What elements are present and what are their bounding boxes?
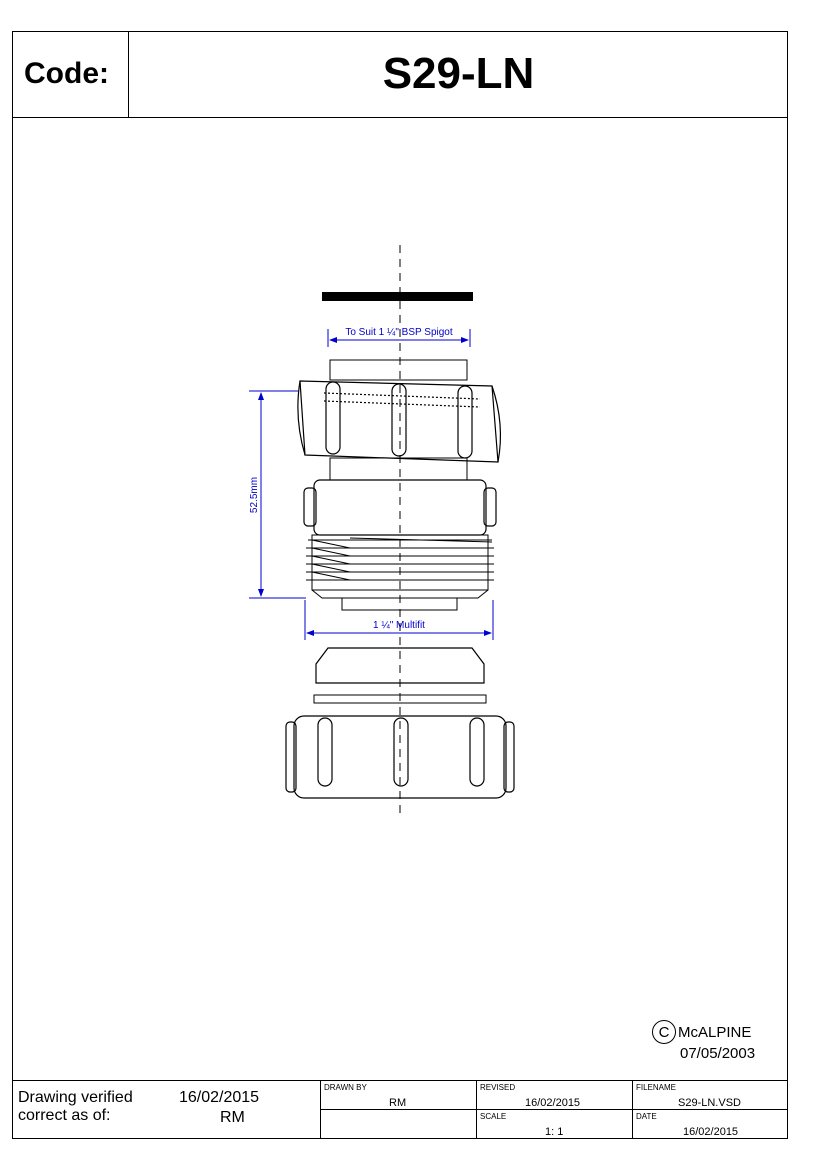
verified-by: RM bbox=[220, 1109, 245, 1126]
verified-label: Drawing verified correct as of: bbox=[18, 1089, 133, 1124]
code-label: Code: bbox=[12, 31, 129, 118]
copyright-icon: C bbox=[652, 1020, 676, 1044]
copyright-company: McALPINE bbox=[678, 1024, 752, 1041]
drawn-by-cell: DRAWN BY RM bbox=[320, 1081, 476, 1110]
filename-value: S29-LN.VSD bbox=[678, 1097, 741, 1109]
date-cell: DATE 16/02/2015 bbox=[632, 1110, 788, 1139]
scale-value: 1: 1 bbox=[545, 1126, 564, 1138]
revised-value: 16/02/2015 bbox=[525, 1097, 581, 1109]
spigot-bar bbox=[322, 292, 473, 301]
upper-nut bbox=[298, 381, 501, 462]
revised-cell: REVISED 16/02/2015 bbox=[476, 1081, 632, 1110]
copyright-block bbox=[652, 1020, 782, 1066]
scale-cell: SCALE 1: 1 bbox=[476, 1110, 632, 1139]
body-neck bbox=[330, 458, 467, 480]
spigot-dim-label: To Suit 1 ¼" BSP Spigot bbox=[345, 327, 453, 338]
verified-date: 16/02/2015 bbox=[179, 1089, 260, 1106]
multifit-dim-label: 1 ¼" Multifit bbox=[373, 620, 425, 631]
title-block bbox=[320, 1080, 788, 1139]
spigot-tube bbox=[330, 360, 467, 380]
height-dim-label: 52.5mm bbox=[249, 476, 260, 514]
verification-block bbox=[12, 1080, 320, 1139]
empty-cell bbox=[320, 1110, 476, 1139]
code-value: S29-LN bbox=[129, 31, 788, 118]
filename-cell: FILENAME S29-LN.VSD bbox=[632, 1081, 788, 1110]
date-value: 16/02/2015 bbox=[683, 1126, 739, 1138]
drawn-by-value: RM bbox=[389, 1097, 407, 1109]
copyright-date: 07/05/2003 bbox=[680, 1045, 756, 1062]
